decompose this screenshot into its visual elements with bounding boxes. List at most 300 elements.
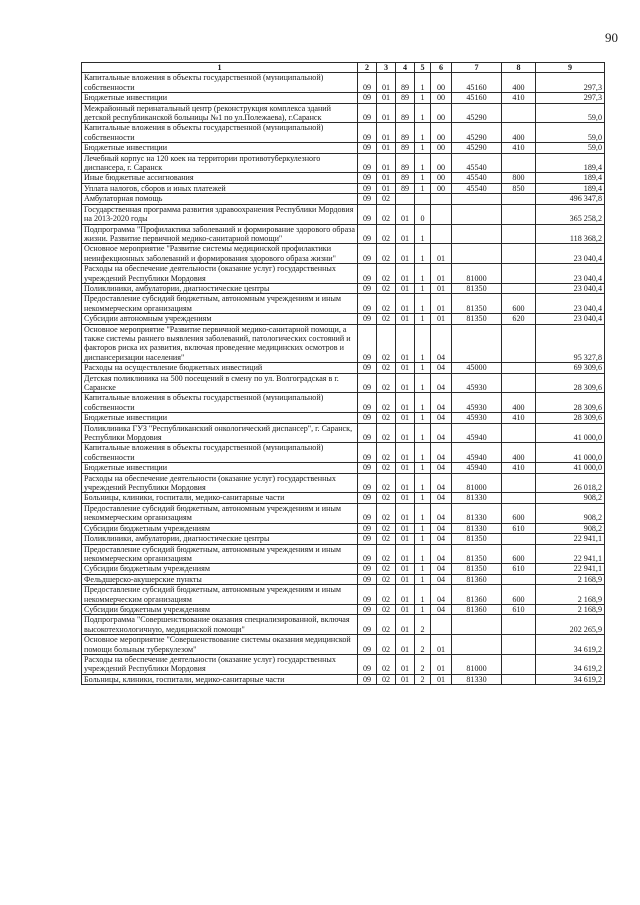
table-row <box>82 194 605 204</box>
amount: 23 040,4 <box>536 244 605 264</box>
target-article-code: 81330 <box>452 503 502 523</box>
column-header: 3 <box>377 63 396 73</box>
subprogram-code: 1 <box>415 224 431 244</box>
section-code: 09 <box>358 283 377 293</box>
amount: 189,4 <box>536 173 605 183</box>
expense-type-code: 410 <box>502 463 536 473</box>
subsection-code: 02 <box>377 224 396 244</box>
expense-type-code <box>502 363 536 373</box>
subsection-code: 02 <box>377 264 396 284</box>
row-name: Капитальные вложения в объекты государственной (муниципальной) собственности <box>82 123 358 143</box>
amount: 28 309,6 <box>536 393 605 413</box>
table-row <box>82 674 605 684</box>
section-code: 09 <box>358 423 377 443</box>
subsection-code: 01 <box>377 103 396 123</box>
row-name: Поликлиники, амбулатории, диагностические центры <box>82 534 358 544</box>
section-code: 09 <box>358 324 377 363</box>
subprogram-code: 1 <box>415 534 431 544</box>
subsection-code: 02 <box>377 654 396 674</box>
row-name: Фельдшерско-акушерские пункты <box>82 574 358 584</box>
event-code: 04 <box>431 585 452 605</box>
subprogram-code: 1 <box>415 103 431 123</box>
event-code: 04 <box>431 534 452 544</box>
subsection-code: 02 <box>377 314 396 324</box>
subprogram-code: 1 <box>415 153 431 173</box>
event-code: 04 <box>431 363 452 373</box>
column-header: 6 <box>431 63 452 73</box>
subprogram-code: 1 <box>415 423 431 443</box>
row-name: Подпрограмма "Профилактика заболеваний и формирование здорового образа жизни. Развитие первичной медико-санитарной помощи" <box>82 224 358 244</box>
expense-type-code <box>502 654 536 674</box>
program-code: 01 <box>396 314 415 324</box>
row-name: Иные бюджетные ассигнования <box>82 173 358 183</box>
target-article-code: 45930 <box>452 373 502 393</box>
row-name: Расходы на обеспечение деятельности (оказание услуг) государственных учреждений Республики Мордовия <box>82 473 358 493</box>
event-code: 04 <box>431 493 452 503</box>
table-row <box>82 413 605 423</box>
target-article-code: 81000 <box>452 264 502 284</box>
event-code: 00 <box>431 103 452 123</box>
subprogram-code: 1 <box>415 523 431 533</box>
expense-type-code <box>502 635 536 655</box>
program-code: 01 <box>396 264 415 284</box>
subsection-code: 02 <box>377 413 396 423</box>
subprogram-code: 1 <box>415 93 431 103</box>
event-code: 04 <box>431 443 452 463</box>
amount: 95 327,8 <box>536 324 605 363</box>
section-code: 09 <box>358 393 377 413</box>
section-code: 09 <box>358 264 377 284</box>
program-code: 01 <box>396 523 415 533</box>
column-header: 1 <box>82 63 358 73</box>
target-article-code: 81350 <box>452 294 502 314</box>
program-code: 89 <box>396 153 415 173</box>
row-name: Бюджетные инвестиции <box>82 93 358 103</box>
target-article-code: 81360 <box>452 574 502 584</box>
amount: 41 000,0 <box>536 443 605 463</box>
row-name: Межрайонный перинатальный центр (реконструкция комплекса зданий детской республиканской больницы №1 по ул.Полежаева), г.Саранск <box>82 103 358 123</box>
expense-type-code: 410 <box>502 143 536 153</box>
section-code: 09 <box>358 413 377 423</box>
program-code: 01 <box>396 564 415 574</box>
budget-table <box>81 62 605 685</box>
row-name: Предоставление субсидий бюджетным, автономным учреждениям и иным некоммерческим организациям <box>82 294 358 314</box>
section-code: 09 <box>358 73 377 93</box>
section-code: 09 <box>358 503 377 523</box>
target-article-code: 81330 <box>452 493 502 503</box>
row-name: Основное мероприятие "Развитие системы медицинской профилактики неинфекционных заболеваний и формирования здорового образа жизни" <box>82 244 358 264</box>
program-code: 01 <box>396 363 415 373</box>
column-header: 4 <box>396 63 415 73</box>
amount: 41 000,0 <box>536 463 605 473</box>
subsection-code: 02 <box>377 674 396 684</box>
amount: 34 619,2 <box>536 654 605 674</box>
subprogram-code: 1 <box>415 604 431 614</box>
event-code: 04 <box>431 473 452 493</box>
expense-type-code: 400 <box>502 123 536 143</box>
program-code: 89 <box>396 143 415 153</box>
amount: 2 168,9 <box>536 585 605 605</box>
page-number: 90 <box>605 30 618 45</box>
subsection-code: 01 <box>377 123 396 143</box>
program-code: 01 <box>396 224 415 244</box>
subsection-code: 02 <box>377 574 396 584</box>
amount: 189,4 <box>536 153 605 173</box>
target-article-code: 81000 <box>452 654 502 674</box>
subprogram-code: 1 <box>415 503 431 523</box>
expense-type-code <box>502 244 536 264</box>
event-code: 00 <box>431 123 452 143</box>
row-name: Бюджетные инвестиции <box>82 143 358 153</box>
amount: 28 309,6 <box>536 413 605 423</box>
amount: 28 309,6 <box>536 373 605 393</box>
section-code: 09 <box>358 604 377 614</box>
section-code: 09 <box>358 463 377 473</box>
row-name: Расходы на осуществление бюджетных инвестиций <box>82 363 358 373</box>
program-code: 01 <box>396 654 415 674</box>
subsection-code: 01 <box>377 93 396 103</box>
program-code: 89 <box>396 73 415 93</box>
event-code: 04 <box>431 544 452 564</box>
subprogram-code: 1 <box>415 244 431 264</box>
subsection-code: 02 <box>377 503 396 523</box>
expense-type-code <box>502 194 536 204</box>
subsection-code: 02 <box>377 534 396 544</box>
row-name: Субсидии бюджетным учреждениям <box>82 523 358 533</box>
section-code: 09 <box>358 244 377 264</box>
expense-type-code: 620 <box>502 314 536 324</box>
subprogram-code: 1 <box>415 123 431 143</box>
program-code: 01 <box>396 443 415 463</box>
row-name: Основное мероприятие "Совершенствование системы оказания медицинской помощи больным туберкулезом" <box>82 635 358 655</box>
program-code: 01 <box>396 204 415 224</box>
subprogram-code: 1 <box>415 413 431 423</box>
target-article-code: 45930 <box>452 393 502 413</box>
expense-type-code: 410 <box>502 413 536 423</box>
table-row <box>82 635 605 655</box>
target-article-code: 45540 <box>452 153 502 173</box>
amount: 23 040,4 <box>536 294 605 314</box>
table-row <box>82 564 605 574</box>
row-name: Капитальные вложения в объекты государственной (муниципальной) собственности <box>82 443 358 463</box>
target-article-code: 45160 <box>452 93 502 103</box>
event-code: 01 <box>431 674 452 684</box>
subsection-code: 02 <box>377 635 396 655</box>
subsection-code: 02 <box>377 294 396 314</box>
subsection-code: 01 <box>377 173 396 183</box>
event-code: 00 <box>431 143 452 153</box>
expense-type-code <box>502 574 536 584</box>
amount: 189,4 <box>536 183 605 193</box>
section-code: 09 <box>358 473 377 493</box>
table-row <box>82 473 605 493</box>
table-row <box>82 615 605 635</box>
subsection-code: 02 <box>377 544 396 564</box>
target-article-code: 81360 <box>452 604 502 614</box>
subprogram-code: 1 <box>415 585 431 605</box>
subsection-code: 02 <box>377 363 396 373</box>
table-row <box>82 123 605 143</box>
amount: 2 168,9 <box>536 604 605 614</box>
subsection-code: 01 <box>377 73 396 93</box>
amount: 365 258,2 <box>536 204 605 224</box>
subsection-code: 02 <box>377 604 396 614</box>
table-row <box>82 103 605 123</box>
subprogram-code: 1 <box>415 183 431 193</box>
row-name: Предоставление субсидий бюджетным, автономным учреждениям и иным некоммерческим организациям <box>82 585 358 605</box>
table-row <box>82 244 605 264</box>
section-code: 09 <box>358 635 377 655</box>
table-row <box>82 314 605 324</box>
subsection-code: 01 <box>377 143 396 153</box>
subprogram-code: 1 <box>415 493 431 503</box>
section-code: 09 <box>358 574 377 584</box>
table-row <box>82 574 605 584</box>
row-name: Основное мероприятие "Развитие первичной медико-санитарной помощи, а также системы раннего выявления заболеваний, патологических состояний и факторов риска их развития, включая проведение медицинских осмотров и диспансеризации населения" <box>82 324 358 363</box>
amount: 59,0 <box>536 103 605 123</box>
subsection-code: 02 <box>377 324 396 363</box>
table-row <box>82 183 605 193</box>
expense-type-code: 610 <box>502 604 536 614</box>
program-code: 01 <box>396 423 415 443</box>
expense-type-code: 600 <box>502 503 536 523</box>
row-name: Детская поликлиника на 500 посещений в смену по ул. Волгоградская в г. Саранске <box>82 373 358 393</box>
amount: 23 040,4 <box>536 314 605 324</box>
event-code: 04 <box>431 604 452 614</box>
expense-type-code <box>502 153 536 173</box>
column-header: 2 <box>358 63 377 73</box>
table-header-row <box>82 63 605 73</box>
subsection-code: 02 <box>377 283 396 293</box>
subsection-code: 02 <box>377 373 396 393</box>
section-code: 09 <box>358 674 377 684</box>
row-name: Амбулаторная помощь <box>82 194 358 204</box>
subsection-code: 02 <box>377 244 396 264</box>
row-name: Бюджетные инвестиции <box>82 413 358 423</box>
row-name: Уплата налогов, сборов и иных платежей <box>82 183 358 193</box>
section-code: 09 <box>358 493 377 503</box>
expense-type-code <box>502 674 536 684</box>
subsection-code: 02 <box>377 393 396 413</box>
subsection-code: 02 <box>377 204 396 224</box>
program-code: 01 <box>396 413 415 423</box>
amount: 34 619,2 <box>536 635 605 655</box>
expense-type-code <box>502 324 536 363</box>
row-name: Предоставление субсидий бюджетным, автономным учреждениям и иным некоммерческим организациям <box>82 503 358 523</box>
target-article-code: 45940 <box>452 463 502 473</box>
subprogram-code: 1 <box>415 264 431 284</box>
event-code: 04 <box>431 523 452 533</box>
program-code: 01 <box>396 324 415 363</box>
program-code: 01 <box>396 585 415 605</box>
expense-type-code <box>502 103 536 123</box>
event-code: 04 <box>431 324 452 363</box>
subsection-code: 02 <box>377 523 396 533</box>
table-row <box>82 143 605 153</box>
section-code: 09 <box>358 585 377 605</box>
section-code: 09 <box>358 363 377 373</box>
section-code: 09 <box>358 564 377 574</box>
table-row <box>82 604 605 614</box>
row-name: Расходы на обеспечение деятельности (оказание услуг) государственных учреждений Республики Мордовия <box>82 264 358 284</box>
event-code: 04 <box>431 503 452 523</box>
row-name: Субсидии бюджетным учреждениям <box>82 564 358 574</box>
section-code: 09 <box>358 534 377 544</box>
amount: 202 265,9 <box>536 615 605 635</box>
amount: 2 168,9 <box>536 574 605 584</box>
row-name: Субсидии автономным учреждениям <box>82 314 358 324</box>
section-code: 09 <box>358 153 377 173</box>
row-name: Подпрограмма "Совершенствование оказания специализированной, включая высокотехнологичную, медицинской помощи" <box>82 615 358 635</box>
section-code: 09 <box>358 103 377 123</box>
table-row <box>82 224 605 244</box>
event-code: 04 <box>431 413 452 423</box>
subprogram-code <box>415 194 431 204</box>
subprogram-code: 1 <box>415 294 431 314</box>
subprogram-code: 1 <box>415 373 431 393</box>
target-article-code <box>452 244 502 264</box>
section-code: 09 <box>358 194 377 204</box>
subsection-code: 02 <box>377 423 396 443</box>
section-code: 09 <box>358 523 377 533</box>
subprogram-code: 0 <box>415 204 431 224</box>
table-row <box>82 363 605 373</box>
event-code <box>431 194 452 204</box>
event-code: 04 <box>431 564 452 574</box>
amount: 59,0 <box>536 123 605 143</box>
program-code: 01 <box>396 493 415 503</box>
target-article-code <box>452 635 502 655</box>
program-code: 01 <box>396 534 415 544</box>
target-article-code: 81360 <box>452 585 502 605</box>
event-code: 04 <box>431 393 452 413</box>
section-code: 09 <box>358 544 377 564</box>
event-code: 04 <box>431 574 452 584</box>
table-row <box>82 534 605 544</box>
table-row <box>82 324 605 363</box>
subsection-code: 02 <box>377 564 396 574</box>
row-name: Лечебный корпус на 120 коек на территории противотуберкулезного диспансера, г. Саранск <box>82 153 358 173</box>
event-code: 04 <box>431 463 452 473</box>
expense-type-code: 600 <box>502 585 536 605</box>
target-article-code: 45290 <box>452 143 502 153</box>
table-body <box>82 73 605 685</box>
target-article-code: 81350 <box>452 314 502 324</box>
expense-type-code <box>502 615 536 635</box>
program-code: 89 <box>396 173 415 183</box>
target-article-code: 81000 <box>452 473 502 493</box>
event-code: 01 <box>431 244 452 264</box>
program-code: 01 <box>396 283 415 293</box>
section-code: 09 <box>358 443 377 463</box>
event-code: 00 <box>431 153 452 173</box>
program-code: 01 <box>396 294 415 314</box>
expense-type-code <box>502 423 536 443</box>
amount: 23 040,4 <box>536 283 605 293</box>
table-row <box>82 443 605 463</box>
amount: 496 347,8 <box>536 194 605 204</box>
subprogram-code: 2 <box>415 674 431 684</box>
subprogram-code: 1 <box>415 324 431 363</box>
table-row <box>82 73 605 93</box>
expense-type-code <box>502 373 536 393</box>
target-article-code <box>452 194 502 204</box>
subsection-code: 02 <box>377 463 396 473</box>
column-header: 7 <box>452 63 502 73</box>
target-article-code <box>452 204 502 224</box>
subprogram-code: 1 <box>415 443 431 463</box>
amount: 297,3 <box>536 93 605 103</box>
program-code: 01 <box>396 574 415 584</box>
amount: 69 309,6 <box>536 363 605 373</box>
column-header: 9 <box>536 63 605 73</box>
program-code: 01 <box>396 373 415 393</box>
event-code <box>431 615 452 635</box>
event-code: 01 <box>431 635 452 655</box>
table-row <box>82 585 605 605</box>
event-code: 01 <box>431 294 452 314</box>
section-code: 09 <box>358 173 377 183</box>
amount: 118 368,2 <box>536 224 605 244</box>
table-row <box>82 283 605 293</box>
expense-type-code <box>502 473 536 493</box>
target-article-code: 45540 <box>452 173 502 183</box>
section-code: 09 <box>358 224 377 244</box>
subprogram-code: 1 <box>415 314 431 324</box>
row-name: Поликлиника ГУЗ "Республиканский онкологический диспансер", г. Саранск, Республики Мордовия <box>82 423 358 443</box>
subprogram-code: 2 <box>415 615 431 635</box>
expense-type-code: 610 <box>502 564 536 574</box>
program-code: 01 <box>396 544 415 564</box>
table-row <box>82 493 605 503</box>
table-row <box>82 373 605 393</box>
subsection-code: 02 <box>377 493 396 503</box>
section-code: 09 <box>358 314 377 324</box>
amount: 908,2 <box>536 503 605 523</box>
row-name: Предоставление субсидий бюджетным, автономным учреждениям и иным некоммерческим организациям <box>82 544 358 564</box>
subprogram-code: 1 <box>415 283 431 293</box>
subsection-code: 02 <box>377 473 396 493</box>
event-code: 01 <box>431 264 452 284</box>
section-code: 09 <box>358 93 377 103</box>
target-article-code: 45930 <box>452 413 502 423</box>
row-name: Капитальные вложения в объекты государственной (муниципальной) собственности <box>82 393 358 413</box>
target-article-code: 45940 <box>452 443 502 463</box>
table-row <box>82 264 605 284</box>
table-row <box>82 153 605 173</box>
program-code: 89 <box>396 183 415 193</box>
subprogram-code: 1 <box>415 574 431 584</box>
subprogram-code: 1 <box>415 393 431 413</box>
target-article-code: 45540 <box>452 183 502 193</box>
expense-type-code: 850 <box>502 183 536 193</box>
amount: 26 018,2 <box>536 473 605 493</box>
row-name: Бюджетные инвестиции <box>82 463 358 473</box>
table-row <box>82 423 605 443</box>
target-article-code <box>452 324 502 363</box>
program-code: 01 <box>396 244 415 264</box>
expense-type-code: 600 <box>502 294 536 314</box>
event-code: 04 <box>431 423 452 443</box>
row-name: Государственная программа развития здравоохранения Республики Мордовия на 2013-2020 годы <box>82 204 358 224</box>
amount: 908,2 <box>536 493 605 503</box>
table-row <box>82 173 605 183</box>
section-code: 09 <box>358 294 377 314</box>
target-article-code: 45940 <box>452 423 502 443</box>
event-code: 01 <box>431 283 452 293</box>
section-code: 09 <box>358 123 377 143</box>
expense-type-code: 600 <box>502 544 536 564</box>
